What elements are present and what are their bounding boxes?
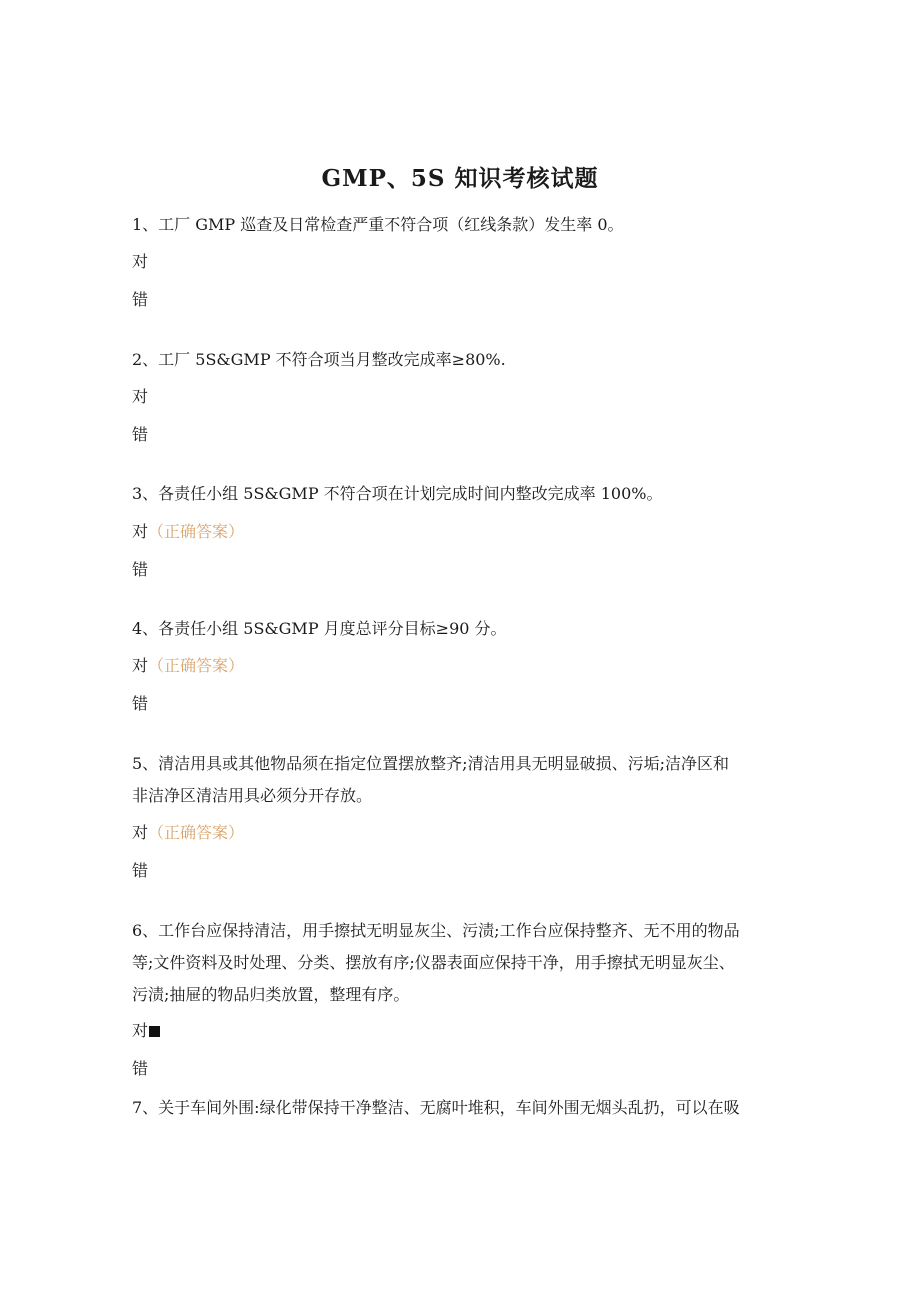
question-6-option-false (132, 1059, 148, 1079)
correct-answer-note: （正确答案） (148, 522, 245, 541)
question-2-option-true (132, 387, 148, 407)
question-6-option-true (132, 1021, 160, 1041)
page-title: GMP、5S 知识考核试题 (321, 165, 599, 192)
option-false-label: 错 (132, 560, 149, 579)
question-4-option-true (132, 656, 244, 676)
question-5-option-true (132, 823, 244, 843)
option-false-label: 错 (132, 425, 149, 444)
question-1-option-false (132, 290, 148, 310)
option-true-label: 对 (132, 387, 149, 406)
correct-answer-note: （正确答案） (148, 656, 245, 675)
question-5-text-line-1: 5、清洁用具或其他物品须在指定位置摆放整齐;清洁用具无明显破损、污垢;洁净区和 (132, 754, 729, 773)
option-true-label: 对 (132, 252, 149, 271)
option-true-label: 对 (132, 823, 149, 842)
question-5-text-line-2: 非洁净区清洁用具必须分开存放。 (132, 786, 373, 805)
correct-answer-note: （正确答案） (148, 823, 245, 842)
question-4-option-false (132, 694, 148, 714)
option-true-label: 对 (132, 522, 149, 541)
question-7-text: 7、关于车间外围:绿化带保持干净整洁、无腐叶堆积，车间外围无烟头乱扔，可以在吸 (132, 1098, 740, 1117)
option-false-label: 错 (132, 861, 149, 880)
option-false-label: 错 (132, 1059, 149, 1078)
question-1-option-true (132, 252, 148, 272)
filled-square-icon (149, 1026, 160, 1037)
question-4-text: 4、各责任小组 5S&GMP 月度总评分目标≥90 分。 (132, 619, 507, 638)
option-false-label: 错 (132, 290, 149, 309)
question-6-text-line-3: 污渍;抽屉的物品归类放置，整理有序。 (132, 985, 410, 1004)
question-5-option-false (132, 861, 148, 881)
question-3-option-true (132, 522, 244, 542)
question-1-text: 1、工厂 GMP 巡查及日常检查严重不符合项（红线条款）发生率 0。 (132, 215, 624, 234)
question-6-text-line-1: 6、工作台应保持清洁，用手擦拭无明显灰尘、污渍;工作台应保持整齐、无不用的物品 (132, 921, 740, 940)
question-2-text: 2、工厂 5S&GMP 不符合项当月整改完成率≥80%. (132, 350, 506, 369)
option-false-label: 错 (132, 694, 149, 713)
option-true-label: 对 (132, 656, 149, 675)
question-3-text: 3、各责任小组 5S&GMP 不符合项在计划完成时间内整改完成率 100%。 (132, 484, 663, 503)
question-2-option-false (132, 425, 148, 445)
question-3-option-false (132, 560, 148, 580)
option-true-label: 对 (132, 1021, 149, 1040)
question-6-text-line-2: 等;文件资料及时处理、分类、摆放有序;仪器表面应保持干净，用手擦拭无明显灰尘、 (132, 953, 735, 972)
